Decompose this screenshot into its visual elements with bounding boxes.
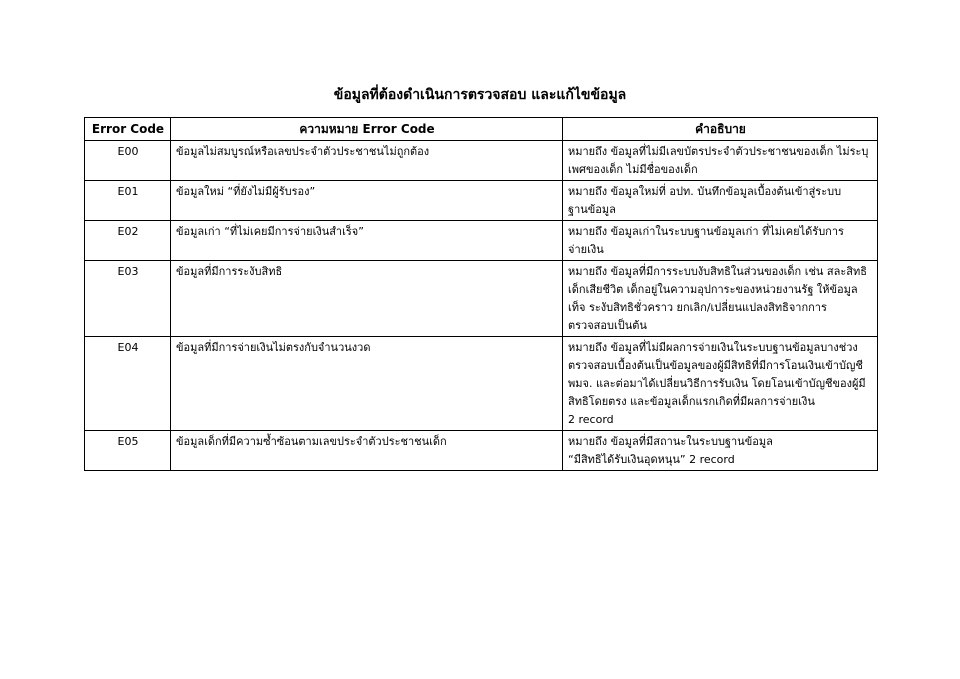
table-row-e02 [85,221,878,261]
description-line: หมายถึง ข้อมูลเก่าในระบบฐานข้อมูลเก่า ที่ไม่เคยได้รับการ [568,225,844,238]
header-meaning: ความหมาย Error Code [171,118,563,141]
description-line: 2 record [568,413,614,426]
error-code-cell: E01 [85,181,171,221]
description-line: ฐานข้อมูล [568,203,616,216]
description-cell [563,337,878,431]
meaning-cell: ข้อมูลไม่สมบูรณ์หรือเลขประจำตัวประชาชนไม่ถูกต้อง [171,141,563,181]
table-header-row [85,118,878,141]
description-line: เพศของเด็ก ไม่มีชื่อของเด็ก [568,163,698,176]
description-cell [563,261,878,337]
meaning-cell: ข้อมูลที่มีการจ่ายเงินไม่ตรงกับจำนวนงวด [171,337,563,431]
description-line: ตรวจสอบเป็นต้น [568,319,647,332]
header-error-code: Error Code [85,118,171,141]
error-code-table [84,117,878,471]
error-code-cell: E04 [85,337,171,431]
table-row-e05 [85,431,878,471]
description-line: หมายถึง ข้อมูลที่ไม่มีผลการจ่ายเงินในระบบฐานข้อมูลบางช่วง [568,341,858,354]
error-code-cell: E03 [85,261,171,337]
description-line: เด็กเสียชีวิต เด็กอยู่ในความอุปการะของหน่วยงานรัฐ ให้ข้อมูล [568,283,858,296]
description-cell [563,431,878,471]
description-cell [563,221,878,261]
description-cell [563,181,878,221]
error-code-cell: E05 [85,431,171,471]
meaning-cell: ข้อมูลเด็กที่มีความซ้ำซ้อนตามเลขประจำตัวประชาชนเด็ก [171,431,563,471]
description-line: เท็จ ระงับสิทธิชั่วคราว ยกเลิก/เปลี่ยนแปลงสิทธิจากการ [568,301,827,314]
description-line: พมจ. และต่อมาได้เปลี่ยนวิธีการรับเงิน โดยโอนเข้าบัญชีของผู้มี [568,377,866,390]
meaning-cell: ข้อมูลใหม่ “ที่ยังไม่มีผู้รับรอง” [171,181,563,221]
table-row-e01 [85,181,878,221]
page-title: ข้อมูลที่ต้องดำเนินการตรวจสอบ และแก้ไขข้อมูล [333,87,627,103]
error-code-cell: E02 [85,221,171,261]
table-row-e04 [85,337,878,431]
description-line: หมายถึง ข้อมูลที่ไม่มีเลขบัตรประจำตัวประชาชนของเด็ก ไม่ระบุ [568,145,869,158]
description-line: หมายถึง ข้อมูลที่มีสถานะในระบบฐานข้อมูล [568,435,773,448]
table-row-e03 [85,261,878,337]
error-code-cell: E00 [85,141,171,181]
table-row-e00 [85,141,878,181]
description-line: ตรวจสอบเบื้องต้นเป็นข้อมูลของผู้มีสิทธิที่มีการโอนเงินเข้าบัญชี [568,359,863,372]
meaning-cell: ข้อมูลเก่า “ที่ไม่เคยมีการจ่ายเงินสำเร็จ” [171,221,563,261]
description-line: “มีสิทธิได้รับเงินอุดหนุน” 2 record [568,453,735,466]
description-line: สิทธิโดยตรง และข้อมูลเด็กแรกเกิดที่มีผลการจ่ายเงิน [568,395,815,408]
description-line: หมายถึง ข้อมูลที่มีการระบบงับสิทธิในส่วนของเด็ก เช่น สละสิทธิ [568,265,867,278]
description-line: หมายถึง ข้อมูลใหม่ที่ อปท. บันทึกข้อมูลเบื้องต้นเข้าสู่ระบบ [568,185,842,198]
description-cell [563,141,878,181]
meaning-cell: ข้อมูลที่มีการระงับสิทธิ [171,261,563,337]
description-line: จ่ายเงิน [568,243,604,256]
header-description: คำอธิบาย [563,118,878,141]
